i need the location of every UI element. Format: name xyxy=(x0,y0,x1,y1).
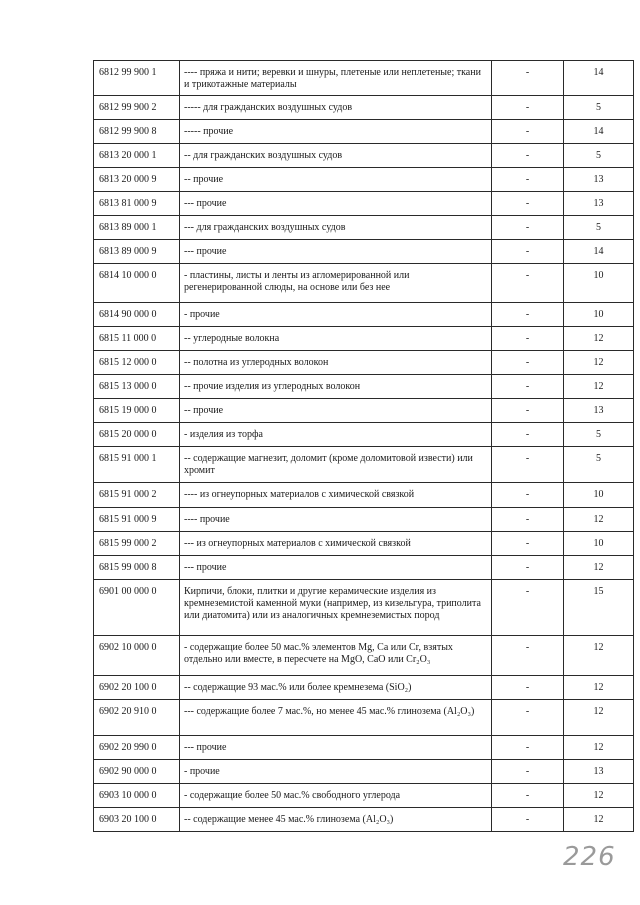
row-rate-value: 10 xyxy=(564,264,634,303)
table-row xyxy=(94,483,634,508)
row-rate-value: 12 xyxy=(564,736,634,760)
row-description: --- прочие xyxy=(180,192,492,216)
row-description: - пластины, листы и ленты из агломерированной или регенерированной слюды, на основе или без нее xyxy=(180,264,492,303)
row-code: 6815 99 000 2 xyxy=(94,532,180,556)
row-code: 6815 99 000 8 xyxy=(94,556,180,580)
row-code: 6813 20 000 9 xyxy=(94,168,180,192)
row-rate-value: 14 xyxy=(564,120,634,144)
table-row xyxy=(94,580,634,636)
row-duty-dash: - xyxy=(492,240,564,264)
row-description: -- содержащие 93 мас.% или более кремнезема (SiO₂) xyxy=(180,676,492,700)
row-duty-dash: - xyxy=(492,676,564,700)
row-duty-dash: - xyxy=(492,580,564,636)
row-description: - прочие xyxy=(180,303,492,327)
row-duty-dash: - xyxy=(492,96,564,120)
row-duty-dash: - xyxy=(492,636,564,676)
row-duty-dash: - xyxy=(492,351,564,375)
row-description: - содержащие более 50 мас.% элементов Mg, Ca или Cr, взятых отдельно или вместе, в пересчете на MgO, CaO или Cr₂O₃ xyxy=(180,636,492,676)
row-duty-dash: - xyxy=(492,760,564,784)
table-row xyxy=(94,61,634,96)
row-description: -- прочие xyxy=(180,399,492,423)
row-description: ----- прочие xyxy=(180,120,492,144)
row-rate-value: 13 xyxy=(564,399,634,423)
row-description: - изделия из торфа xyxy=(180,423,492,447)
table-row xyxy=(94,508,634,532)
row-duty-dash: - xyxy=(492,375,564,399)
table-row xyxy=(94,351,634,375)
row-code: 6815 13 000 0 xyxy=(94,375,180,399)
table-row xyxy=(94,192,634,216)
table-row xyxy=(94,784,634,808)
row-code: 6815 91 000 2 xyxy=(94,483,180,508)
table-row xyxy=(94,399,634,423)
row-code: 6815 12 000 0 xyxy=(94,351,180,375)
table-row xyxy=(94,144,634,168)
row-rate-value: 12 xyxy=(564,327,634,351)
row-rate-value: 12 xyxy=(564,700,634,736)
row-description: - прочие xyxy=(180,760,492,784)
table-row xyxy=(94,760,634,784)
table-row xyxy=(94,327,634,351)
row-code: 6812 99 900 2 xyxy=(94,96,180,120)
row-rate-value: 12 xyxy=(564,556,634,580)
row-duty-dash: - xyxy=(492,192,564,216)
table-row xyxy=(94,216,634,240)
row-rate-value: 5 xyxy=(564,144,634,168)
row-duty-dash: - xyxy=(492,264,564,303)
row-rate-value: 13 xyxy=(564,760,634,784)
row-code: 6902 10 000 0 xyxy=(94,636,180,676)
table-row xyxy=(94,736,634,760)
row-rate-value: 12 xyxy=(564,676,634,700)
table-row xyxy=(94,532,634,556)
table-row xyxy=(94,96,634,120)
row-rate-value: 5 xyxy=(564,96,634,120)
tariff-table-body xyxy=(94,61,634,832)
row-rate-value: 12 xyxy=(564,375,634,399)
row-description: -- полотна из углеродных волокон xyxy=(180,351,492,375)
row-duty-dash: - xyxy=(492,144,564,168)
table-row xyxy=(94,556,634,580)
table-row xyxy=(94,240,634,264)
row-description: -- содержащие менее 45 мас.% глинозема (Al₂O₃) xyxy=(180,808,492,832)
table-row xyxy=(94,303,634,327)
row-rate-value: 15 xyxy=(564,580,634,636)
row-description: --- для гражданских воздушных судов xyxy=(180,216,492,240)
table-row xyxy=(94,676,634,700)
row-description: --- из огнеупорных материалов с химической связкой xyxy=(180,532,492,556)
row-description: -- содержащие магнезит, доломит (кроме доломитовой извести) или хромит xyxy=(180,447,492,483)
row-rate-value: 10 xyxy=(564,483,634,508)
row-code: 6902 20 100 0 xyxy=(94,676,180,700)
row-rate-value: 10 xyxy=(564,532,634,556)
row-duty-dash: - xyxy=(492,168,564,192)
row-rate-value: 5 xyxy=(564,447,634,483)
row-code: 6902 20 910 0 xyxy=(94,700,180,736)
row-description: -- прочие xyxy=(180,168,492,192)
row-code: 6815 91 000 9 xyxy=(94,508,180,532)
row-duty-dash: - xyxy=(492,736,564,760)
row-duty-dash: - xyxy=(492,423,564,447)
row-duty-dash: - xyxy=(492,61,564,96)
row-rate-value: 5 xyxy=(564,216,634,240)
row-code: 6812 99 900 8 xyxy=(94,120,180,144)
row-code: 6903 10 000 0 xyxy=(94,784,180,808)
row-rate-value: 13 xyxy=(564,192,634,216)
row-code: 6814 10 000 0 xyxy=(94,264,180,303)
table-row xyxy=(94,808,634,832)
row-code: 6815 19 000 0 xyxy=(94,399,180,423)
row-rate-value: 12 xyxy=(564,784,634,808)
row-description: Кирпичи, блоки, плитки и другие керамические изделия из кремнеземистой каменной муки (например, из кизельгура, триполита или диатомита) или из аналогичных кремнеземистых пород xyxy=(180,580,492,636)
row-code: 6813 20 000 1 xyxy=(94,144,180,168)
row-description: ----- для гражданских воздушных судов xyxy=(180,96,492,120)
row-duty-dash: - xyxy=(492,556,564,580)
row-code: 6813 89 000 1 xyxy=(94,216,180,240)
table-row xyxy=(94,423,634,447)
row-rate-value: 13 xyxy=(564,168,634,192)
row-duty-dash: - xyxy=(492,700,564,736)
row-description: --- прочие xyxy=(180,736,492,760)
table-row xyxy=(94,375,634,399)
row-rate-value: 12 xyxy=(564,808,634,832)
table-row xyxy=(94,447,634,483)
row-duty-dash: - xyxy=(492,120,564,144)
row-rate-value: 12 xyxy=(564,636,634,676)
row-code: 6902 20 990 0 xyxy=(94,736,180,760)
row-duty-dash: - xyxy=(492,303,564,327)
row-code: 6813 89 000 9 xyxy=(94,240,180,264)
row-description: -- для гражданских воздушных судов xyxy=(180,144,492,168)
row-duty-dash: - xyxy=(492,399,564,423)
table-row xyxy=(94,168,634,192)
row-duty-dash: - xyxy=(492,808,564,832)
row-description: -- прочие изделия из углеродных волокон xyxy=(180,375,492,399)
tariff-table xyxy=(93,60,634,832)
row-code: 6815 20 000 0 xyxy=(94,423,180,447)
row-code: 6815 11 000 0 xyxy=(94,327,180,351)
row-code: 6901 00 000 0 xyxy=(94,580,180,636)
table-row xyxy=(94,636,634,676)
row-rate-value: 10 xyxy=(564,303,634,327)
row-duty-dash: - xyxy=(492,327,564,351)
row-code: 6815 91 000 1 xyxy=(94,447,180,483)
row-description: ---- из огнеупорных материалов с химической связкой xyxy=(180,483,492,508)
row-duty-dash: - xyxy=(492,483,564,508)
row-code: 6902 90 000 0 xyxy=(94,760,180,784)
row-rate-value: 12 xyxy=(564,351,634,375)
row-rate-value: 5 xyxy=(564,423,634,447)
row-code: 6812 99 900 1 xyxy=(94,61,180,96)
table-row xyxy=(94,264,634,303)
row-duty-dash: - xyxy=(492,784,564,808)
row-duty-dash: - xyxy=(492,532,564,556)
row-description: - содержащие более 50 мас.% свободного углерода xyxy=(180,784,492,808)
row-rate-value: 14 xyxy=(564,61,634,96)
row-description: ---- прочие xyxy=(180,508,492,532)
handwritten-page-number: 226 xyxy=(563,842,616,872)
table-row xyxy=(94,120,634,144)
row-code: 6814 90 000 0 xyxy=(94,303,180,327)
row-code: 6813 81 000 9 xyxy=(94,192,180,216)
row-rate-value: 12 xyxy=(564,508,634,532)
table-row xyxy=(94,700,634,736)
row-rate-value: 14 xyxy=(564,240,634,264)
row-description: --- прочие xyxy=(180,556,492,580)
row-duty-dash: - xyxy=(492,447,564,483)
row-duty-dash: - xyxy=(492,508,564,532)
row-description: --- содержащие более 7 мас.%, но менее 45 мас.% глинозема (Al₂O₃) xyxy=(180,700,492,736)
row-code: 6903 20 100 0 xyxy=(94,808,180,832)
row-description: ---- пряжа и нити; веревки и шнуры, плетеные или неплетеные; ткани и трикотажные материалы xyxy=(180,61,492,96)
row-description: --- прочие xyxy=(180,240,492,264)
row-duty-dash: - xyxy=(492,216,564,240)
row-description: -- углеродные волокна xyxy=(180,327,492,351)
